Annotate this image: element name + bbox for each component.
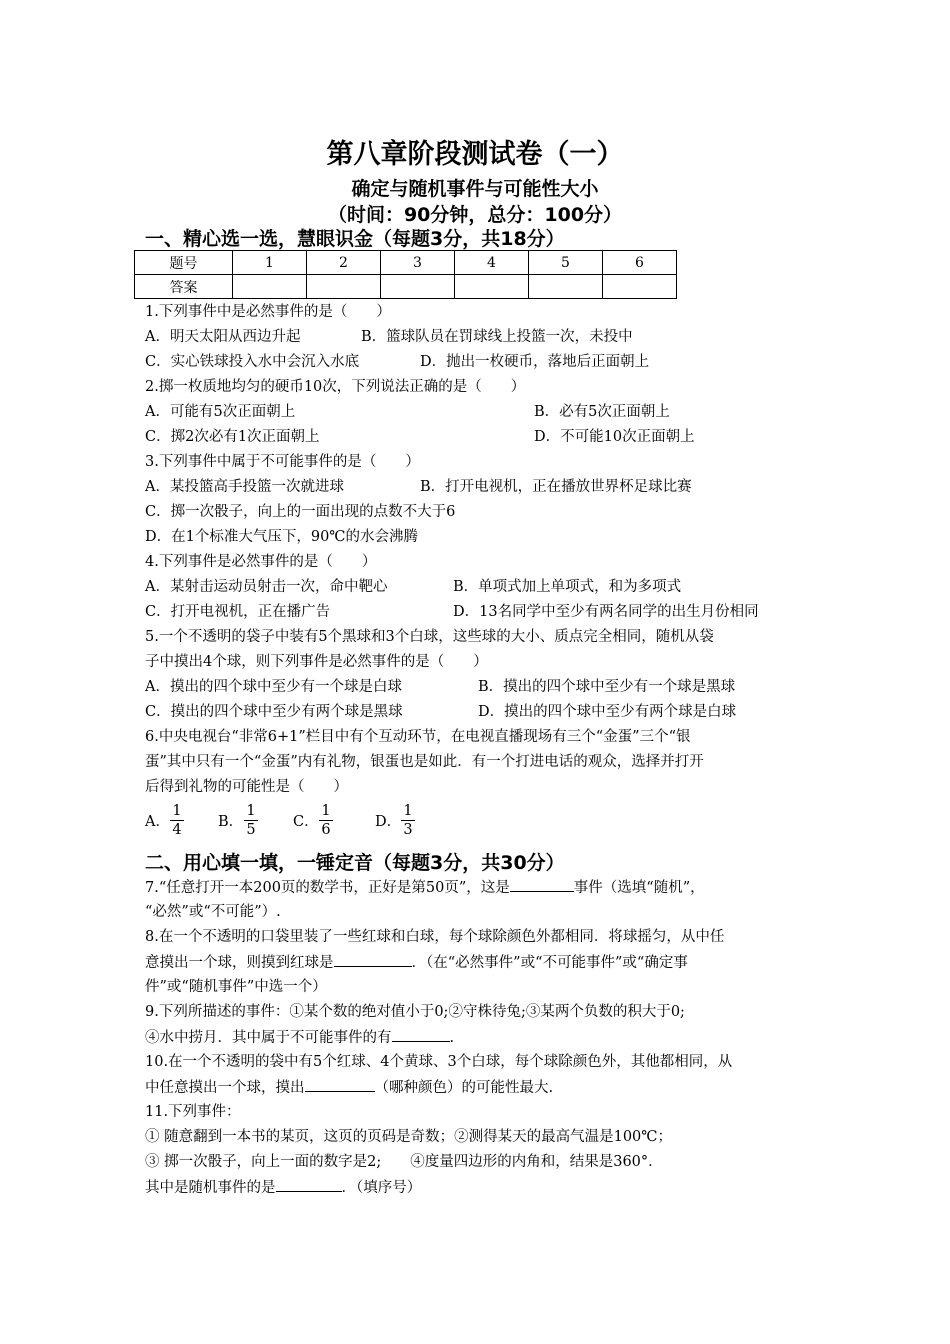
fraction-numerator: 1	[321, 803, 331, 819]
q6-line1: 6.中央电视台“非常6+1”栏目中有个互动环节，在电视直播现场有三个“金蛋”三个“银	[145, 729, 691, 745]
q5-option-c: C．摸出的四个球中至少有两个球是黑球	[145, 704, 403, 720]
q9-line1: 9.下列所描述的事件：①某个数的绝对值小于0;②守株待兔;③某两个负数的积大于0;	[145, 1004, 685, 1020]
q7-text-b: 事件（选填“随机”，	[573, 880, 705, 896]
q11-stem: 11.下列事件：	[145, 1104, 241, 1120]
q2-option-c: C．掷2次必有1次正面朝上	[145, 429, 320, 445]
q8-text-a: 意摸出一个球，则摸到红球是	[145, 955, 334, 971]
q2-option-d: D．不可能10次正面朝上	[534, 429, 695, 445]
table-header-cell: 6	[603, 251, 677, 275]
answer-cell[interactable]	[455, 275, 529, 299]
q6-option-a-label: A．	[145, 814, 170, 830]
exam-meta: （时间：90分钟，总分：100分）	[327, 204, 623, 226]
q6-option-d-label: D．	[375, 814, 402, 830]
q10-line1: 10.在一个不透明的袋中有5个红球、4个黄球、3个白球，每个球除颜色外，其他都相同，从	[145, 1054, 733, 1070]
q4-option-d: D．13名同学中至少有两名同学的出生月份相同	[453, 604, 759, 620]
q11-answer-blank[interactable]	[276, 1177, 342, 1192]
q2-stem: 2.掷一枚质地均匀的硬币10次，下列说法正确的是（ ）	[145, 379, 526, 395]
q1-option-a: A．明天太阳从西边升起	[145, 329, 301, 345]
q4-stem: 4.下列事件是必然事件的是（ ）	[145, 554, 377, 570]
table-header-cell: 5	[529, 251, 603, 275]
answer-cell[interactable]	[603, 275, 677, 299]
table-header-cell: 3	[381, 251, 455, 275]
q7-answer-blank[interactable]	[510, 877, 574, 892]
q8-line2	[145, 952, 688, 973]
q1-option-c: C．实心铁球投入水中会沉入水底	[145, 354, 360, 370]
q9-text-a: ④水中捞月．其中属于不可能事件的有	[145, 1030, 392, 1046]
q11-text-b: ．（填序号）	[341, 1180, 422, 1196]
q2-option-b: B．必有5次正面朝上	[534, 404, 670, 420]
page-subtitle: 确定与随机事件与可能性大小	[351, 178, 599, 200]
q8-text-b: ．（在“必然事件”或“不可能事件”或“确定事	[411, 955, 688, 971]
q3-option-c: C．掷一次骰子，向上的一面出现的点数不大于6	[145, 504, 456, 520]
q3-option-b: B．打开电视机，正在播放世界杯足球比赛	[420, 479, 692, 495]
q6-line3: 后得到礼物的可能性是（ ）	[145, 779, 348, 795]
q10-answer-blank[interactable]	[305, 1077, 375, 1092]
q6-option-c-label: C．	[293, 814, 319, 830]
fraction-numerator: 1	[403, 803, 413, 819]
section1-heading: 一、精心选一选，慧眼识金（每题3分，共18分）	[145, 228, 565, 250]
answer-cell[interactable]	[529, 275, 603, 299]
section2-heading: 二、用心填一填，一锤定音（每题3分，共30分）	[145, 852, 565, 874]
q2-option-a: A．可能有5次正面朝上	[145, 404, 296, 420]
q5-option-b: B．摸出的四个球中至少有一个球是黑球	[478, 679, 736, 695]
fraction-denominator: 6	[321, 822, 331, 838]
fraction-denominator: 4	[172, 822, 182, 838]
table-header-cell: 4	[455, 251, 529, 275]
fraction-denominator: 5	[246, 822, 256, 838]
q11-line3	[145, 1177, 421, 1198]
q10-text-b: （哪种颜色）的可能性最大.	[374, 1080, 554, 1096]
fraction-denominator: 3	[403, 822, 413, 838]
answer-cell[interactable]	[233, 275, 307, 299]
q5-line1: 5.一个不透明的袋子中装有5个黑球和3个白球，这些球的大小、质点完全相同，随机从袋	[145, 629, 714, 645]
q3-option-d: D．在1个标准大气压下，90℃的水会沸腾	[145, 529, 419, 545]
fraction-numerator: 1	[246, 803, 256, 819]
table-row-label: 答案	[135, 275, 233, 299]
q4-option-c: C．打开电视机，正在播广告	[145, 604, 331, 620]
fraction-numerator: 1	[172, 803, 182, 819]
q8-line3: 件”或“随机事件”中选一个）	[145, 979, 327, 995]
q6-option-c-fraction	[319, 802, 333, 839]
q7-line1	[145, 877, 705, 898]
q6-option-d-fraction	[401, 802, 415, 839]
q5-option-a: A．摸出的四个球中至少有一个球是白球	[145, 679, 402, 695]
q1-option-d: D．抛出一枚硬币，落地后正面朝上	[420, 354, 650, 370]
q1-option-b: B．篮球队员在罚球线上投篮一次，未投中	[361, 329, 633, 345]
q11-text-a: 其中是随机事件的是	[145, 1180, 276, 1196]
q8-line1: 8.在一个不透明的口袋里装了一些红球和白球，每个球除颜色外都相同．将球摇匀，从中任	[145, 929, 725, 945]
q6-line2: 蛋”其中只有一个“金蛋”内有礼物，银蛋也是如此．有一个打进电话的观众，选择并打开	[145, 754, 704, 770]
q5-line2: 子中摸出4个球，则下列事件是必然事件的是（ ）	[145, 654, 488, 670]
table-row	[135, 251, 677, 275]
q9-text-b: .	[449, 1030, 455, 1046]
q6-option-b-label: B．	[218, 814, 244, 830]
q9-answer-blank[interactable]	[392, 1027, 450, 1042]
table-header-cell: 2	[307, 251, 381, 275]
q3-option-a: A．某投篮高手投篮一次就进球	[145, 479, 344, 495]
page-title: 第八章阶段测试卷（一）	[326, 139, 624, 170]
q9-line2	[145, 1027, 454, 1048]
q8-answer-blank[interactable]	[334, 952, 412, 967]
answer-table	[134, 250, 677, 299]
q5-option-d: D．摸出的四个球中至少有两个球是白球	[478, 704, 737, 720]
q11-line2: ③ 掷一次骰子，向上一面的数字是2; ④度量四边形的内角和，结果是360°．	[145, 1154, 663, 1170]
q1-stem: 1.下列事件中是必然事件的是（ ）	[145, 304, 391, 320]
q4-option-a: A．某射击运动员射击一次，命中靶心	[145, 579, 388, 595]
q4-option-b: B．单项式加上单项式，和为多项式	[453, 579, 682, 595]
table-header-cell: 1	[233, 251, 307, 275]
q10-text-a: 中任意摸出一个球，摸出	[145, 1080, 305, 1096]
answer-cell[interactable]	[381, 275, 455, 299]
q6-option-b-fraction	[244, 802, 258, 839]
q7-text-a: 7.“任意打开一本200页的数学书，正好是第50页”，这是	[145, 880, 510, 896]
q7-line2: “必然”或“不可能”）.	[145, 904, 281, 920]
answer-cell[interactable]	[307, 275, 381, 299]
table-row	[135, 275, 677, 299]
q3-stem: 3.下列事件中属于不可能事件的是（ ）	[145, 454, 420, 470]
q11-line1: ① 随意翻到一本书的某页，这页的页码是奇数；②测得某天的最高气温是100℃；	[145, 1129, 673, 1145]
q6-option-a-fraction	[170, 802, 184, 839]
q10-line2	[145, 1077, 553, 1098]
table-header-cell: 题号	[135, 251, 233, 275]
